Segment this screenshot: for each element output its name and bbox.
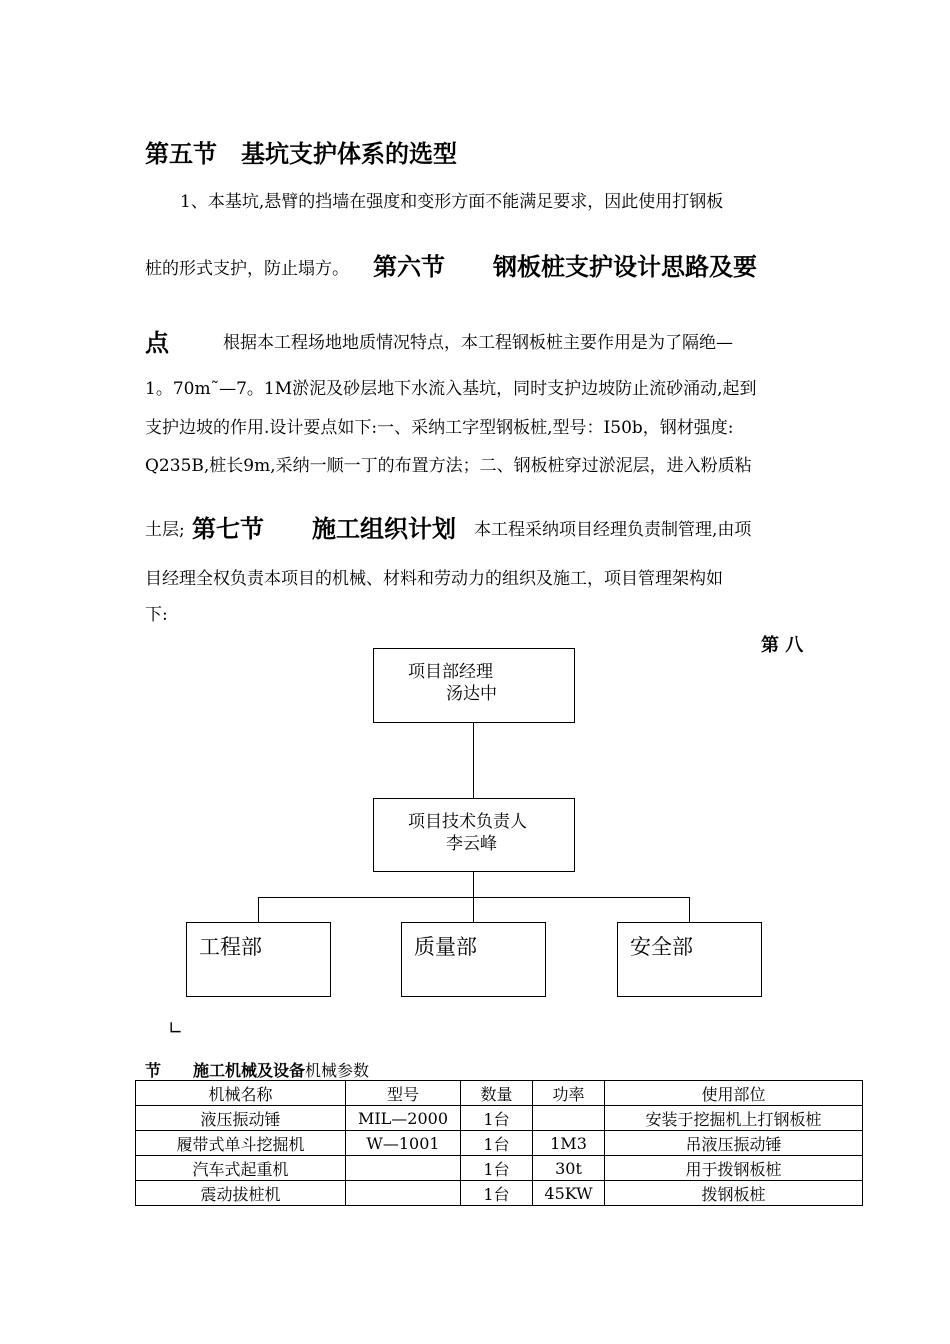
header-power: 功率 <box>533 1081 605 1106</box>
org-connector-dept3 <box>689 897 690 922</box>
section6-heading: 第六节 钢板桩支护设计思路及要 <box>373 253 757 281</box>
cell-model <box>346 1156 461 1181</box>
cell-quantity: 1台 <box>461 1131 533 1156</box>
header-quantity: 数量 <box>461 1081 533 1106</box>
quality-dept-label: 质量部 <box>414 935 477 959</box>
header-usage: 使用部位 <box>605 1081 863 1106</box>
cell-usage: 安装于挖掘机上打钢板桩 <box>605 1106 863 1131</box>
cell-power: 45KW <box>533 1181 605 1206</box>
header-model: 型号 <box>346 1081 461 1106</box>
manager-name: 汤达中 <box>446 684 497 704</box>
cell-model: MIL—2000 <box>346 1106 461 1131</box>
section7-paragraph-line3: 下: <box>145 605 168 625</box>
equipment-table <box>135 1080 863 1206</box>
section8-heading-line <box>145 1058 369 1081</box>
equipment-table-caption: 机械参数 <box>305 1061 370 1080</box>
section7-paragraph-line2: 目经理全权负责本项目的机械、材料和劳动力的组织及施工，项目管理架构如 <box>145 569 723 589</box>
org-box-quality-dept <box>401 922 546 997</box>
section6-paragraph-line5: 土层; <box>145 520 185 540</box>
cell-usage: 吊液压振动锤 <box>605 1131 863 1156</box>
section5-heading: 第五节 基坑支护体系的选型 <box>145 140 457 168</box>
cell-quantity: 1台 <box>461 1181 533 1206</box>
table-row <box>136 1156 863 1181</box>
section6-paragraph-line2: 1。70m˜—7。1M淤泥及砂层地下水流入基坑，同时支护边坡防止流砂涌动,起到 <box>145 379 757 399</box>
safety-dept-label: 安全部 <box>630 935 693 959</box>
org-connector-vertical-1 <box>473 723 474 798</box>
section5-paragraph-line1: 1、本基坑,悬臂的挡墙在强度和变形方面不能满足要求，因此使用打钢板 <box>180 192 724 212</box>
org-connector-dept2 <box>473 897 474 922</box>
cell-machine-name: 液压振动锤 <box>136 1106 346 1131</box>
section7-paragraph-line1: 本工程采纳项目经理负责制管理,由项 <box>474 520 752 540</box>
cell-machine-name: 履带式单斗挖掘机 <box>136 1131 346 1156</box>
table-row <box>136 1131 863 1156</box>
engineering-dept-label: 工程部 <box>199 935 262 959</box>
table-row <box>136 1181 863 1206</box>
org-connector-dept1 <box>258 897 259 922</box>
cell-machine-name: 震动拔桩机 <box>136 1181 346 1206</box>
section6-paragraph-line4: Q235B,桩长9m,采纳一顺一丁的布置方法；二、钢板桩穿过淤泥层，进入粉质粘 <box>145 456 752 476</box>
cell-model: W—1001 <box>346 1131 461 1156</box>
org-box-technical-lead <box>373 798 575 872</box>
org-box-safety-dept <box>617 922 762 997</box>
section8-heading-start: 第 八 <box>761 635 804 656</box>
tech-lead-title: 项目技术负责人 <box>408 812 527 832</box>
cell-power: 1M3 <box>533 1131 605 1156</box>
table-header-row <box>136 1081 863 1106</box>
section7-heading: 第七节 施工组织计划 <box>192 515 456 543</box>
tech-lead-name: 李云峰 <box>446 834 497 854</box>
cell-quantity: 1台 <box>461 1106 533 1131</box>
cell-model <box>346 1181 461 1206</box>
section5-paragraph-line2: 桩的形式支护，防止塌方。 <box>145 259 349 279</box>
section8-mark: ∟ <box>168 1018 184 1039</box>
org-connector-vertical-2 <box>473 872 474 897</box>
header-machine-name: 机械名称 <box>136 1081 346 1106</box>
section6-paragraph-line1: 根据本工程场地地质情况特点，本工程钢板桩主要作用是为了隔绝— <box>223 333 733 353</box>
cell-power: 30t <box>533 1156 605 1181</box>
cell-quantity: 1台 <box>461 1156 533 1181</box>
table-row <box>136 1106 863 1131</box>
cell-usage: 拨钢板桩 <box>605 1181 863 1206</box>
org-box-engineering-dept <box>186 922 331 997</box>
cell-usage: 用于拨钢板桩 <box>605 1156 863 1181</box>
manager-title: 项目部经理 <box>408 662 493 682</box>
section8-heading-end: 节 施工机械及设备 <box>145 1061 306 1080</box>
org-box-project-manager <box>373 648 575 723</box>
section6-heading-end: 点 <box>145 329 169 357</box>
cell-power <box>533 1106 605 1131</box>
section6-paragraph-line3: 支护边坡的作用.设计要点如下:一、采纳工字型钢板桩,型号：I50b，钢材强度: <box>145 418 734 438</box>
cell-machine-name: 汽车式起重机 <box>136 1156 346 1181</box>
